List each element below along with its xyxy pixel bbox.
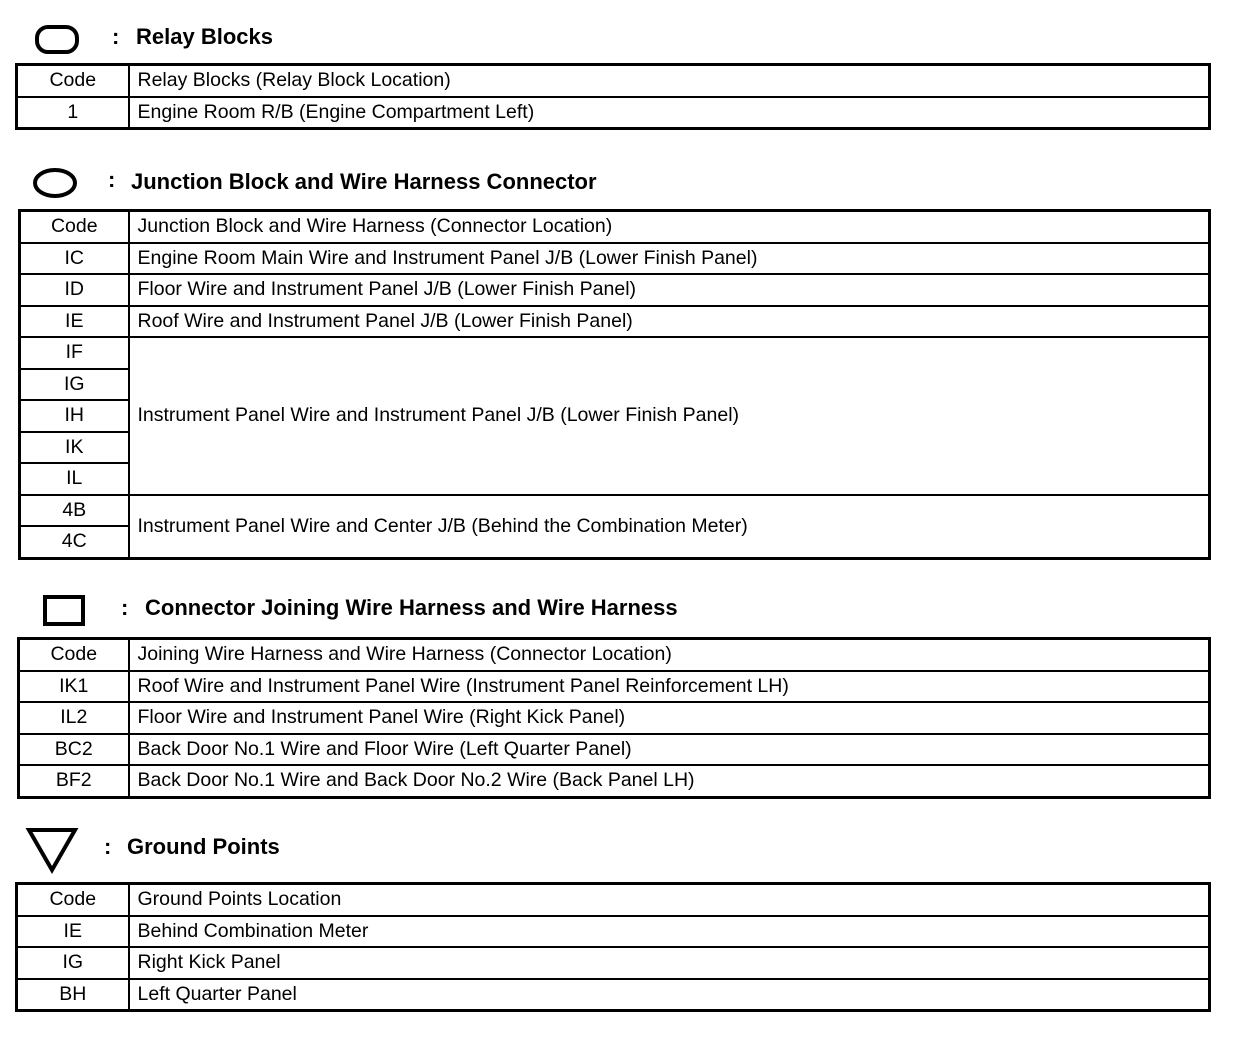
- table-row: [17, 947, 1210, 979]
- location-cell: Instrument Panel Wire and Instrument Panel J/B (Lower Finish Panel): [129, 337, 1210, 495]
- table-row: [19, 671, 1210, 703]
- oval-icon: [32, 166, 80, 200]
- code-header: Code: [20, 211, 129, 243]
- location-cell: Back Door No.1 Wire and Back Door No.2 Wire (Back Panel LH): [129, 765, 1210, 797]
- location-cell: Roof Wire and Instrument Panel J/B (Lower Finish Panel): [129, 306, 1210, 338]
- ground-points-table: [15, 882, 1211, 1012]
- location-cell: Roof Wire and Instrument Panel Wire (Instrument Panel Reinforcement LH): [129, 671, 1210, 703]
- location-cell: Left Quarter Panel: [129, 979, 1210, 1011]
- table-header-row: [17, 65, 1210, 97]
- rounded-rect-icon: [34, 24, 80, 56]
- code-cell: IK: [20, 432, 129, 464]
- table-row: [19, 734, 1210, 766]
- section-colon: :: [108, 167, 116, 192]
- code-cell: IC: [20, 243, 129, 275]
- location-header: Ground Points Location: [129, 884, 1210, 916]
- code-cell: 4B: [20, 495, 129, 527]
- location-cell: Floor Wire and Instrument Panel Wire (Right Kick Panel): [129, 702, 1210, 734]
- location-cell: Instrument Panel Wire and Center J/B (Behind the Combination Meter): [129, 495, 1210, 559]
- code-cell: 4C: [20, 526, 129, 558]
- location-cell: Back Door No.1 Wire and Floor Wire (Left Quarter Panel): [129, 734, 1210, 766]
- section-colon: :: [121, 595, 129, 620]
- code-cell: IG: [17, 947, 129, 979]
- code-cell: BH: [17, 979, 129, 1011]
- connector-joining-heading: Connector Joining Wire Harness and Wire Harness: [145, 595, 678, 620]
- table-row: [17, 916, 1210, 948]
- table-header-row: [20, 211, 1210, 243]
- connector-joining-table: [17, 637, 1211, 799]
- location-header: Relay Blocks (Relay Block Location): [129, 65, 1210, 97]
- relay-blocks-heading: Relay Blocks: [136, 24, 273, 49]
- junction-block-heading: Junction Block and Wire Harness Connector: [131, 169, 597, 194]
- code-cell: 1: [17, 97, 129, 129]
- code-cell: IE: [20, 306, 129, 338]
- code-cell: IK1: [19, 671, 129, 703]
- code-cell: IH: [20, 400, 129, 432]
- table-row: [20, 495, 1210, 527]
- location-header: Junction Block and Wire Harness (Connector Location): [129, 211, 1210, 243]
- code-cell: IF: [20, 337, 129, 369]
- location-cell: Engine Room Main Wire and Instrument Panel J/B (Lower Finish Panel): [129, 243, 1210, 275]
- table-header-row: [17, 884, 1210, 916]
- triangle-down-icon: [25, 826, 81, 876]
- location-cell: Behind Combination Meter: [129, 916, 1210, 948]
- location-cell: Floor Wire and Instrument Panel J/B (Lower Finish Panel): [129, 274, 1210, 306]
- relay-blocks-table: [15, 63, 1211, 130]
- table-row: [20, 306, 1210, 338]
- code-cell: IG: [20, 369, 129, 401]
- code-header: Code: [17, 65, 129, 97]
- table-row: [17, 97, 1210, 129]
- code-cell: IL2: [19, 702, 129, 734]
- code-cell: ID: [20, 274, 129, 306]
- location-cell: Right Kick Panel: [129, 947, 1210, 979]
- table-row: [19, 702, 1210, 734]
- table-header-row: [19, 639, 1210, 671]
- table-row: [20, 243, 1210, 275]
- location-cell: Engine Room R/B (Engine Compartment Left): [129, 97, 1210, 129]
- code-cell: IL: [20, 463, 129, 495]
- ground-points-heading: Ground Points: [127, 834, 280, 859]
- section-colon: :: [104, 834, 112, 859]
- code-cell: IE: [17, 916, 129, 948]
- code-header: Code: [19, 639, 129, 671]
- table-row: [20, 274, 1210, 306]
- table-row: [20, 337, 1210, 369]
- square-icon: [42, 594, 88, 628]
- section-colon: :: [112, 24, 120, 49]
- table-row: [17, 979, 1210, 1011]
- code-header: Code: [17, 884, 129, 916]
- location-header: Joining Wire Harness and Wire Harness (Connector Location): [129, 639, 1210, 671]
- table-row: [19, 765, 1210, 797]
- code-cell: BC2: [19, 734, 129, 766]
- junction-block-table: [18, 209, 1211, 560]
- code-cell: BF2: [19, 765, 129, 797]
